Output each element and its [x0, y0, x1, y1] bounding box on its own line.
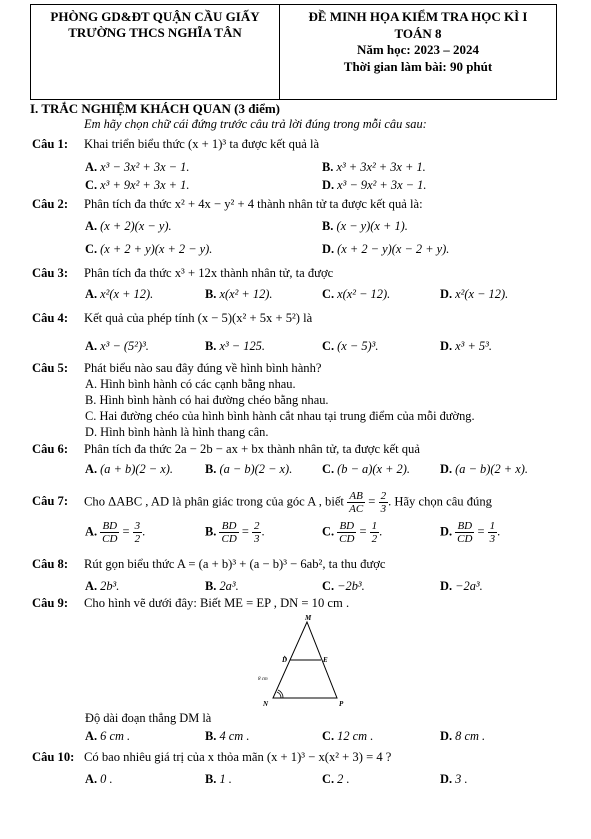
- q9-prompt: Độ dài đoạn thẳng DM là: [85, 711, 212, 725]
- q6-option-d[interactable]: D. (a − b)(2 + x).: [440, 462, 528, 476]
- q3-option-a[interactable]: A. x²(x + 12).: [85, 287, 154, 301]
- ratio-value: $\frac{2}{3}$: [380, 490, 387, 515]
- q2-option-d[interactable]: D. (x + 2 − y)(x − 2 + y).: [322, 242, 450, 256]
- q10-option-d[interactable]: D. 3 .: [440, 772, 468, 786]
- label-length: 8 cm: [258, 677, 268, 682]
- subject: TOÁN 8: [394, 25, 442, 41]
- label-m: M: [305, 614, 312, 622]
- question-4: Câu 4: Kết quả của phép tính (x − 5)(x² + 5x + 5²) là: [32, 311, 313, 325]
- question-label: Câu 1:: [32, 137, 69, 151]
- question-3: Câu 3: Phân tích đa thức x³ + 12x thành nhân tử, ta được: [32, 266, 334, 280]
- q9-option-c[interactable]: C. 12 cm .: [322, 729, 374, 743]
- q5-option-b[interactable]: B. Hình bình hành có hai đường chéo bằng nhau.: [85, 393, 329, 407]
- q8-option-b[interactable]: B. 2a³.: [205, 579, 239, 593]
- q4-option-b[interactable]: B. x³ − 125.: [205, 339, 265, 353]
- question-7: Câu 7: Cho ΔABC , AD là phân giác trong của góc A , biết $\frac{AB}{AC}$ = $\frac{2}{3}$ . Hãy chọn câu đúng: [32, 490, 492, 515]
- department-name: PHÒNG GD&ĐT QUẬN CẦU GIẤY: [50, 9, 260, 24]
- q7-option-b[interactable]: B. $\frac{BD}{CD}$ = $\frac{2}{3}$ .: [205, 520, 265, 545]
- q8-option-d[interactable]: D. −2a³.: [440, 579, 483, 593]
- q8-option-c[interactable]: C. −2b³.: [322, 579, 365, 593]
- q9-option-d[interactable]: D. 8 cm .: [440, 729, 486, 743]
- school-year: Năm học: 2023 – 2024: [356, 42, 480, 57]
- instruction: Em hãy chọn chữ cái đứng trước câu trả lời đúng trong mỗi câu sau:: [84, 117, 427, 131]
- triangle-figure: [255, 612, 355, 707]
- question-text: Khai triển biểu thức (x + 1)³ ta được kết quả là: [84, 137, 320, 151]
- exam-title-block: [280, 5, 556, 99]
- question-10: Câu 10: Có bao nhiêu giá trị của x thỏa mãn (x + 1)³ − x(x² + 3) = 4 ?: [32, 750, 392, 764]
- q8-option-a[interactable]: A. 2b³.: [85, 579, 120, 593]
- q1-option-c[interactable]: C. x³ + 9x² + 3x + 1.: [85, 178, 190, 192]
- question-5: Câu 5: Phát biểu nào sau đây đúng về hình bình hành?: [32, 361, 322, 375]
- q5-option-a[interactable]: A. Hình bình hành có các cạnh bằng nhau.: [85, 377, 296, 391]
- q9-option-b[interactable]: B. 4 cm .: [205, 729, 250, 743]
- label-p: P: [339, 700, 344, 707]
- q4-option-a[interactable]: A. x³ − (5²)³.: [85, 339, 149, 353]
- q7-option-d[interactable]: D. $\frac{BD}{CD}$ = $\frac{1}{3}$ .: [440, 520, 501, 545]
- question-2: Câu 2: Phân tích đa thức x² + 4x − y² + 4 thành nhân tử ta được kết quả là:: [32, 197, 423, 211]
- q2-option-b[interactable]: B. (x − y)(x + 1).: [322, 219, 408, 233]
- label-n: N: [263, 700, 269, 707]
- q3-option-b[interactable]: B. x(x² + 12).: [205, 287, 273, 301]
- q1-option-b[interactable]: B. x³ + 3x² + 3x + 1.: [322, 160, 426, 174]
- q1-option-d[interactable]: D. x³ − 9x² + 3x − 1.: [322, 178, 427, 192]
- q10-option-c[interactable]: C. 2 .: [322, 772, 350, 786]
- question-9: Câu 9: Cho hình vẽ dưới đây: Biết ME = EP , DN = 10 cm .: [32, 596, 350, 610]
- question-8: Câu 8: Rút gọn biểu thức A = (a + b)³ + (a − b)³ − 6ab², ta thu được: [32, 557, 386, 571]
- question-1: [32, 137, 319, 152]
- q9-option-a[interactable]: A. 6 cm .: [85, 729, 131, 743]
- q6-option-a[interactable]: A. (a + b)(2 − x).: [85, 462, 173, 476]
- duration: Thời gian làm bài: 90 phút: [343, 58, 493, 74]
- q10-option-a[interactable]: A. 0 .: [85, 772, 113, 786]
- q6-option-b[interactable]: B. (a − b)(2 − x).: [205, 462, 293, 476]
- q3-option-c[interactable]: C. x(x² − 12).: [322, 287, 391, 301]
- q7-option-a[interactable]: A. $\frac{BD}{CD}$ = $\frac{3}{2}$ .: [85, 520, 146, 545]
- q2-option-c[interactable]: C. (x + 2 + y)(x + 2 − y).: [85, 242, 213, 256]
- label-e: E: [323, 656, 328, 664]
- q4-option-c[interactable]: C. (x − 5)³.: [322, 339, 379, 353]
- q1-option-a[interactable]: A. x³ − 3x² + 3x − 1.: [85, 160, 190, 174]
- q5-option-d[interactable]: D. Hình bình hành là hình thang cân.: [85, 425, 269, 439]
- q3-option-d[interactable]: D. x²(x − 12).: [440, 287, 509, 301]
- school-name: TRƯỜNG THCS NGHĨA TÂN: [68, 25, 242, 40]
- q7-option-c[interactable]: C. $\frac{BD}{CD}$ = $\frac{1}{2}$ .: [322, 520, 383, 545]
- q6-option-c[interactable]: C. (b − a)(x + 2).: [322, 462, 410, 476]
- section-title: I. TRẮC NGHIỆM KHÁCH QUAN (3 điểm): [30, 101, 281, 116]
- ab-ac-fraction: $\frac{AB}{AC}$: [349, 490, 364, 515]
- q7-a-value: $\frac{3}{2}$: [134, 520, 141, 545]
- exam-header: [30, 4, 557, 100]
- q5-option-c[interactable]: C. Hai đường chéo của hình bình hành cắt nhau tại trung điểm của mỗi đường.: [85, 409, 475, 423]
- question-6: Câu 6: Phân tích đa thức 2a − 2b − ax + bx thành nhân tử, ta được kết quả: [32, 442, 420, 456]
- q4-option-d[interactable]: D. x³ + 5³.: [440, 339, 492, 353]
- school-block: [31, 5, 280, 99]
- q10-option-b[interactable]: B. 1 .: [205, 772, 232, 786]
- label-d: D: [282, 656, 288, 664]
- exam-title: ĐỀ MINH HỌA KIỂM TRA HỌC KÌ I: [308, 9, 528, 24]
- q2-option-a[interactable]: A. (x + 2)(x − y).: [85, 219, 172, 233]
